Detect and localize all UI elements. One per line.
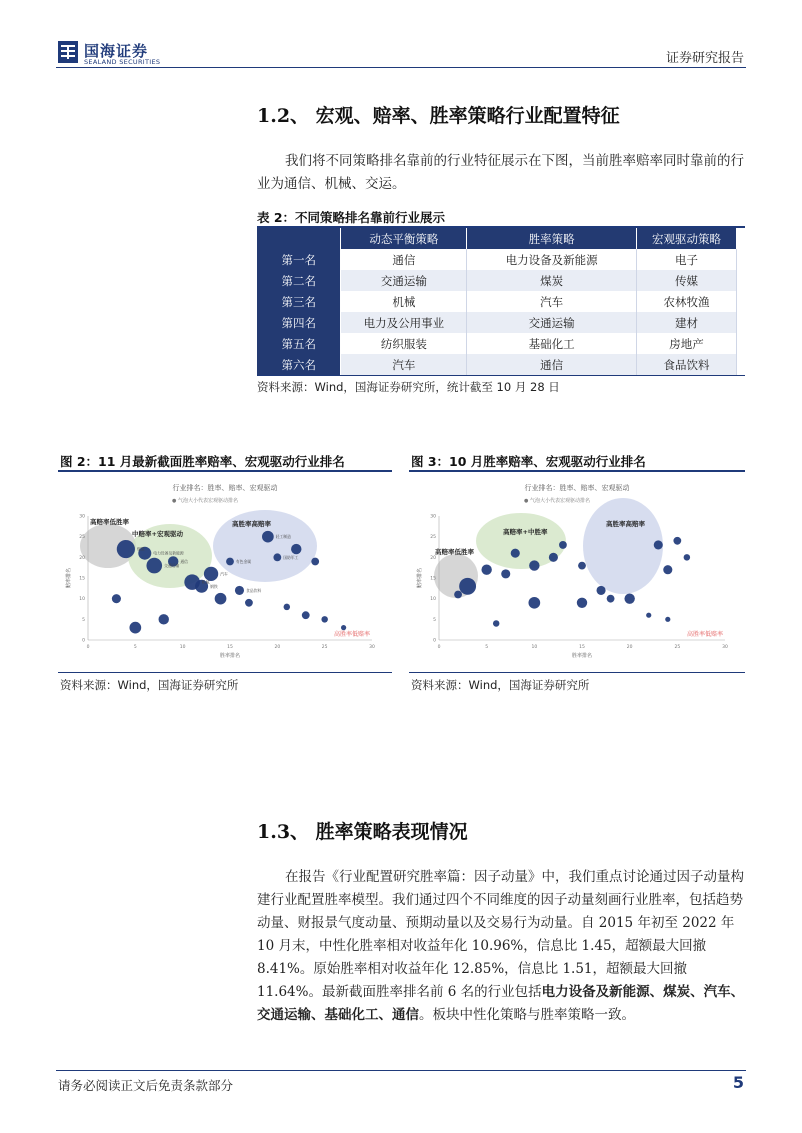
- x-tick-label: 10: [531, 645, 538, 650]
- cluster-label: 高赔率低胜率: [90, 518, 129, 526]
- y-tick-label: 10: [79, 597, 85, 603]
- table-row: [257, 312, 737, 333]
- x-tick-label: 15: [579, 645, 585, 650]
- paragraph-text-tail: 。板块中性化策略与胜率策略一致。: [419, 1007, 635, 1023]
- data-bubble: [501, 569, 510, 578]
- brand-name-en: SEALAND SECURITIES: [84, 58, 161, 66]
- section-1-2-paragraph: 我们将不同策略排名靠前的行业特征展示在下图，当前胜率赔率同时靠前的行业为通信、机械、交运。: [257, 153, 744, 192]
- data-bubble: [493, 620, 500, 627]
- data-bubble: [215, 593, 227, 605]
- table-row: [257, 291, 737, 312]
- data-bubble: [129, 622, 141, 634]
- data-bubble: [226, 558, 234, 566]
- data-bubble: [459, 578, 476, 595]
- cluster-label: 高胜率高赔率: [232, 520, 271, 528]
- table-rank-cell: 第二名: [257, 270, 341, 291]
- table-header-macro: 宏观驱动策略: [637, 228, 737, 249]
- data-bubble: [302, 611, 310, 619]
- point-label: 煤炭: [136, 546, 145, 552]
- table-cell: 机械: [341, 291, 467, 312]
- data-bubble: [607, 595, 615, 603]
- data-bubble: [311, 558, 319, 566]
- x-tick-label: 10: [179, 645, 186, 650]
- table-rank-cell: 第五名: [257, 333, 341, 354]
- table-row: [257, 354, 737, 375]
- data-bubble: [481, 565, 491, 575]
- footer-rule: [56, 1070, 746, 1071]
- x-axis-label: 胜率排名: [219, 653, 241, 659]
- data-bubble: [245, 599, 253, 607]
- paragraph-text: 在报告《行业配置研究胜率篇：因子动量》中，我们重点讨论通过因子动量构建行业配置胜率模型。我们通过四个不同维度的因子动量刻画行业胜率，包括趋势动量、财报景气度动量、预期动量以及交易行为动量。自 2015 年初至 2022 年 10 月末，中性化胜率相对收益年化 10.96%，信息比 1.45，超额最大回撤 8.41%。原始胜率相对收益年化 12.85%，信息比 1.51，超额最大回撤 11.64%。最新截面胜率排名前 6 名的行业包括: [257, 869, 744, 1000]
- page-number: 5: [732, 1073, 744, 1092]
- fig-3-caption: 图 3：10 月胜率赔率、宏观驱动行业排名: [411, 454, 646, 469]
- table-rank-cell: 第四名: [257, 312, 341, 333]
- table-row: [257, 333, 737, 354]
- data-bubble: [235, 586, 244, 595]
- data-bubble: [684, 554, 691, 561]
- table-header-row: [257, 228, 737, 249]
- data-bubble: [273, 553, 281, 561]
- point-label: 电力设备及新能源: [153, 550, 184, 556]
- table-cell: 煤炭: [467, 270, 637, 291]
- data-bubble: [284, 604, 291, 611]
- table-rank-cell: 第三名: [257, 291, 341, 312]
- y-tick-label: 20: [430, 555, 436, 561]
- strategy-ranking-table: [257, 228, 737, 375]
- x-tick-label: 5: [485, 645, 489, 650]
- table-cell: 通信: [467, 354, 637, 375]
- table-2-source: 资料来源：Wind，国海证券研究所，统计截至 10 月 28 日: [257, 380, 560, 394]
- chart-legend: ● 气泡大小代表宏观驱动排名: [524, 498, 590, 504]
- table-cell: 汽车: [467, 291, 637, 312]
- point-label: 钢铁: [210, 583, 218, 589]
- table-cell: 农林牧渔: [637, 291, 737, 312]
- table-rank-cell: 第一名: [257, 249, 341, 270]
- y-tick-label: 0: [433, 638, 436, 644]
- y-tick-label: 5: [82, 617, 85, 623]
- table-cell: 房地产: [637, 333, 737, 354]
- x-tick-label: 0: [86, 645, 90, 650]
- point-label: 有色金属: [235, 558, 252, 564]
- cluster-label: 高胜率高赔率: [606, 520, 645, 528]
- table-row: [257, 270, 737, 291]
- chart-legend: ● 气泡大小代表宏观驱动排名: [172, 498, 238, 504]
- chart-annotation: 高胜率低赔率: [686, 631, 724, 638]
- data-bubble: [454, 591, 462, 599]
- table-header-dynamic: 动态平衡策略: [341, 228, 467, 249]
- point-label: 通信: [180, 558, 188, 564]
- data-bubble: [654, 540, 663, 549]
- section-1-2-title: 1.2、 宏观、赔率、胜率策略行业配置特征: [257, 105, 620, 127]
- table-row: [257, 249, 737, 270]
- x-tick-label: 25: [674, 645, 681, 650]
- data-bubble: [559, 541, 567, 549]
- y-axis-label: 赔率排名: [66, 567, 72, 589]
- fig-2-source: 资料来源：Wind，国海证券研究所: [60, 678, 239, 692]
- table-cell: 汽车: [341, 354, 467, 375]
- y-tick-label: 25: [430, 535, 436, 541]
- fig-3-bottom-rule: [409, 672, 745, 673]
- y-tick-label: 10: [430, 597, 436, 603]
- y-tick-label: 15: [79, 576, 85, 582]
- data-bubble: [321, 616, 328, 623]
- fig-2-caption: 图 2：11 月最新截面胜率赔率、宏观驱动行业排名: [60, 454, 345, 469]
- cluster-ellipse: [583, 498, 663, 594]
- data-bubble: [597, 586, 606, 595]
- section-1-3-title: 1.3、 胜率策略表现情况: [257, 821, 468, 843]
- data-bubble: [578, 562, 586, 570]
- data-bubble: [624, 593, 634, 603]
- data-bubble: [262, 531, 274, 543]
- table-header-corner: [257, 228, 341, 249]
- table-cell: 基础化工: [467, 333, 637, 354]
- section-1-3-paragraph: [257, 866, 745, 1027]
- table-cell: 电子: [637, 249, 737, 270]
- data-bubble: [577, 598, 587, 608]
- x-axis-label: 胜率排名: [571, 653, 593, 659]
- data-bubble: [291, 544, 301, 554]
- table-header-winrate: 胜率策略: [467, 228, 637, 249]
- point-label: 轻工制造: [275, 534, 291, 540]
- fig-2-bubble-chart: [60, 476, 390, 668]
- highlighted-industries: 电力设备及新能源、煤炭、汽车、交通运输、基础化工、通信: [257, 984, 745, 1023]
- chart-title: 行业排名：胜率、赔率、宏观驱动: [172, 484, 278, 492]
- y-tick-label: 15: [430, 576, 436, 582]
- chart-title: 行业排名：胜率、赔率、宏观驱动: [524, 484, 630, 492]
- fig-3-bubble-chart: [411, 476, 743, 668]
- point-label: 机械: [201, 579, 210, 585]
- table-2-bottom-rule: [257, 375, 745, 376]
- data-bubble: [646, 613, 651, 618]
- data-bubble: [159, 614, 169, 624]
- x-tick-label: 20: [626, 645, 633, 650]
- report-type-label: 证券研究报告: [665, 51, 744, 66]
- cluster-label: 高赔率+中胜率: [503, 528, 548, 536]
- x-tick-label: 20: [274, 645, 281, 650]
- cluster-label: 中赔率+宏观驱动: [132, 530, 183, 538]
- disclaimer-note: 请务必阅读正文后免责条款部分: [58, 1078, 234, 1093]
- table-cell: 通信: [341, 249, 467, 270]
- table-2-caption: 表 2：不同策略排名靠前行业展示: [257, 210, 446, 225]
- fig-3-source: 资料来源：Wind，国海证券研究所: [411, 678, 590, 692]
- table-cell: 交通运输: [467, 312, 637, 333]
- data-bubble: [528, 597, 540, 609]
- table-cell: 纺织服装: [341, 333, 467, 354]
- data-bubble: [112, 594, 121, 603]
- point-label: 汽车: [220, 571, 228, 577]
- x-tick-label: 25: [321, 645, 328, 650]
- y-tick-label: 30: [79, 514, 85, 520]
- point-label: 食品饮料: [246, 587, 262, 593]
- data-bubble: [341, 625, 346, 630]
- y-tick-label: 20: [79, 555, 85, 561]
- x-tick-label: 15: [227, 645, 233, 650]
- fig-2-bottom-rule: [58, 672, 392, 673]
- x-tick-label: 0: [437, 645, 441, 650]
- data-bubble: [549, 553, 558, 562]
- data-bubble: [529, 560, 539, 570]
- table-rank-cell: 第六名: [257, 354, 341, 375]
- y-axis-label: 赔率排名: [417, 567, 423, 589]
- header-rule: [56, 67, 746, 68]
- table-cell: 交通运输: [341, 270, 467, 291]
- table-cell: 食品饮料: [637, 354, 737, 375]
- fig-3-top-rule: [409, 470, 745, 472]
- sealand-logo-icon: [58, 41, 78, 63]
- data-bubble: [663, 565, 672, 574]
- fig-2-top-rule: [58, 470, 392, 472]
- chart-annotation: 高胜率低赔率: [333, 631, 371, 638]
- data-bubble: [665, 617, 670, 622]
- table-cell: 电力设备及新能源: [467, 249, 637, 270]
- table-cell: 传媒: [637, 270, 737, 291]
- brand-name-cn: 国海证券: [84, 42, 149, 60]
- table-cell: 电力及公用事业: [341, 312, 467, 333]
- y-tick-label: 30: [430, 514, 436, 520]
- y-tick-label: 25: [79, 535, 85, 541]
- data-bubble: [511, 549, 520, 558]
- y-tick-label: 0: [82, 638, 85, 644]
- table-cell: 建材: [637, 312, 737, 333]
- data-bubble: [146, 558, 162, 574]
- x-tick-label: 30: [369, 645, 375, 650]
- point-label: 国防军工: [283, 554, 299, 560]
- x-tick-label: 5: [133, 645, 137, 650]
- data-bubble: [673, 537, 681, 545]
- y-tick-label: 5: [433, 617, 436, 623]
- cluster-label: 高赔率低胜率: [435, 548, 474, 556]
- point-label: 交通运输: [164, 563, 180, 569]
- data-bubble: [117, 540, 135, 558]
- x-tick-label: 30: [722, 645, 728, 650]
